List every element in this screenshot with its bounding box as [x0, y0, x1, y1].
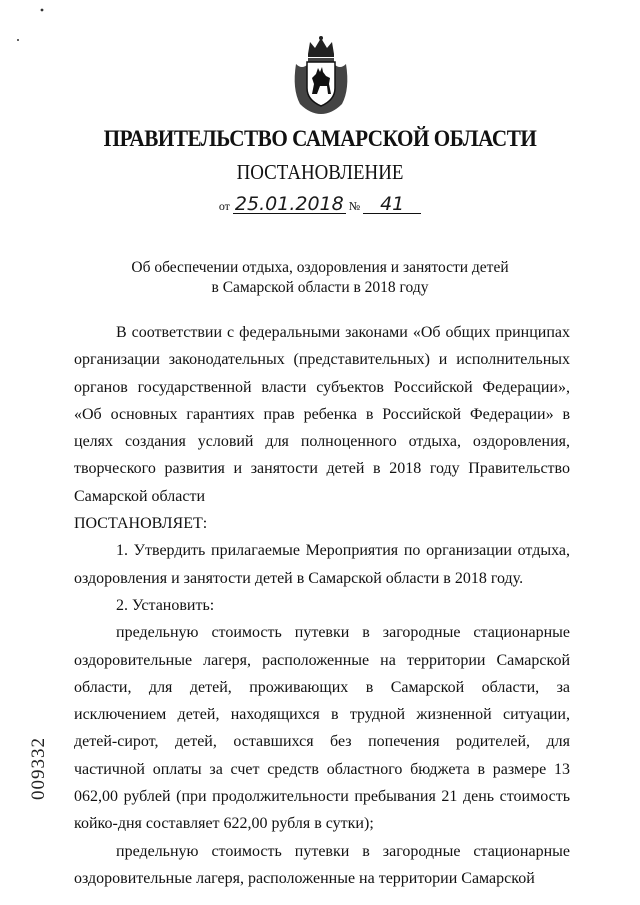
paragraph-price-camps-2: предельную стоимость путевки в загородные стационарные оздоровительные лагеря, расположенные на территории Самарской [74, 842, 570, 887]
paragraph-preamble: В соответствии с федеральными законами «Об общих принципах организации законодательных (представительных) и исполнительных органов государственной власти субъектов Российской Федерации», «Об основных гарантиях прав ребенка в Российской Федерации» в целях создания условий для полноценного отдыха, оздоровления, творческого развития и занятости детей в 2018 году Правительство Самарской области [74, 324, 570, 505]
government-title: ПРАВИТЕЛЬСТВО САМАРСКОЙ ОБЛАСТИ [103, 126, 537, 151]
number-prefix: № [348, 199, 361, 213]
document-type: ПОСТАНОВЛЕНИЕ [236, 160, 404, 184]
paragraph-item-2: 2. Установить: [116, 596, 215, 614]
subject-line-2: в Самарской области в 2018 году [211, 279, 429, 296]
registration-number: 009332 [28, 737, 49, 800]
paragraph-resolves: ПОСТАНОВЛЯЕТ: [74, 515, 208, 533]
date-prefix: от [218, 199, 230, 213]
paragraph-price-camps: предельную стоимость путевки в загородные стационарные оздоровительные лагеря, расположенные на территории Самарской области, для детей, проживающих в Самарской области, за исключением детей, находящихся в трудной жизненной ситуации, детей-сирот, детей, оставшихся без попечения родителей, для частичной оплаты за счет средств областного бюджета в размере 13 062,00 рублей (при продолжительности пребывания 21 день стоимость койко-дня составляет 622,00 рубля в сутки); [74, 624, 570, 833]
paragraph-item-1: 1. Утвердить прилагаемые Мероприятия по организации отдыха, оздоровления и занятости детей в Самарской области в 2018 году. [74, 542, 570, 587]
subject-line-1: Об обеспечении отдыха, оздоровления и занятости детей [131, 259, 509, 276]
handwritten-number: 41 [363, 195, 421, 214]
handwritten-date: 25.01.2018 [234, 193, 344, 215]
